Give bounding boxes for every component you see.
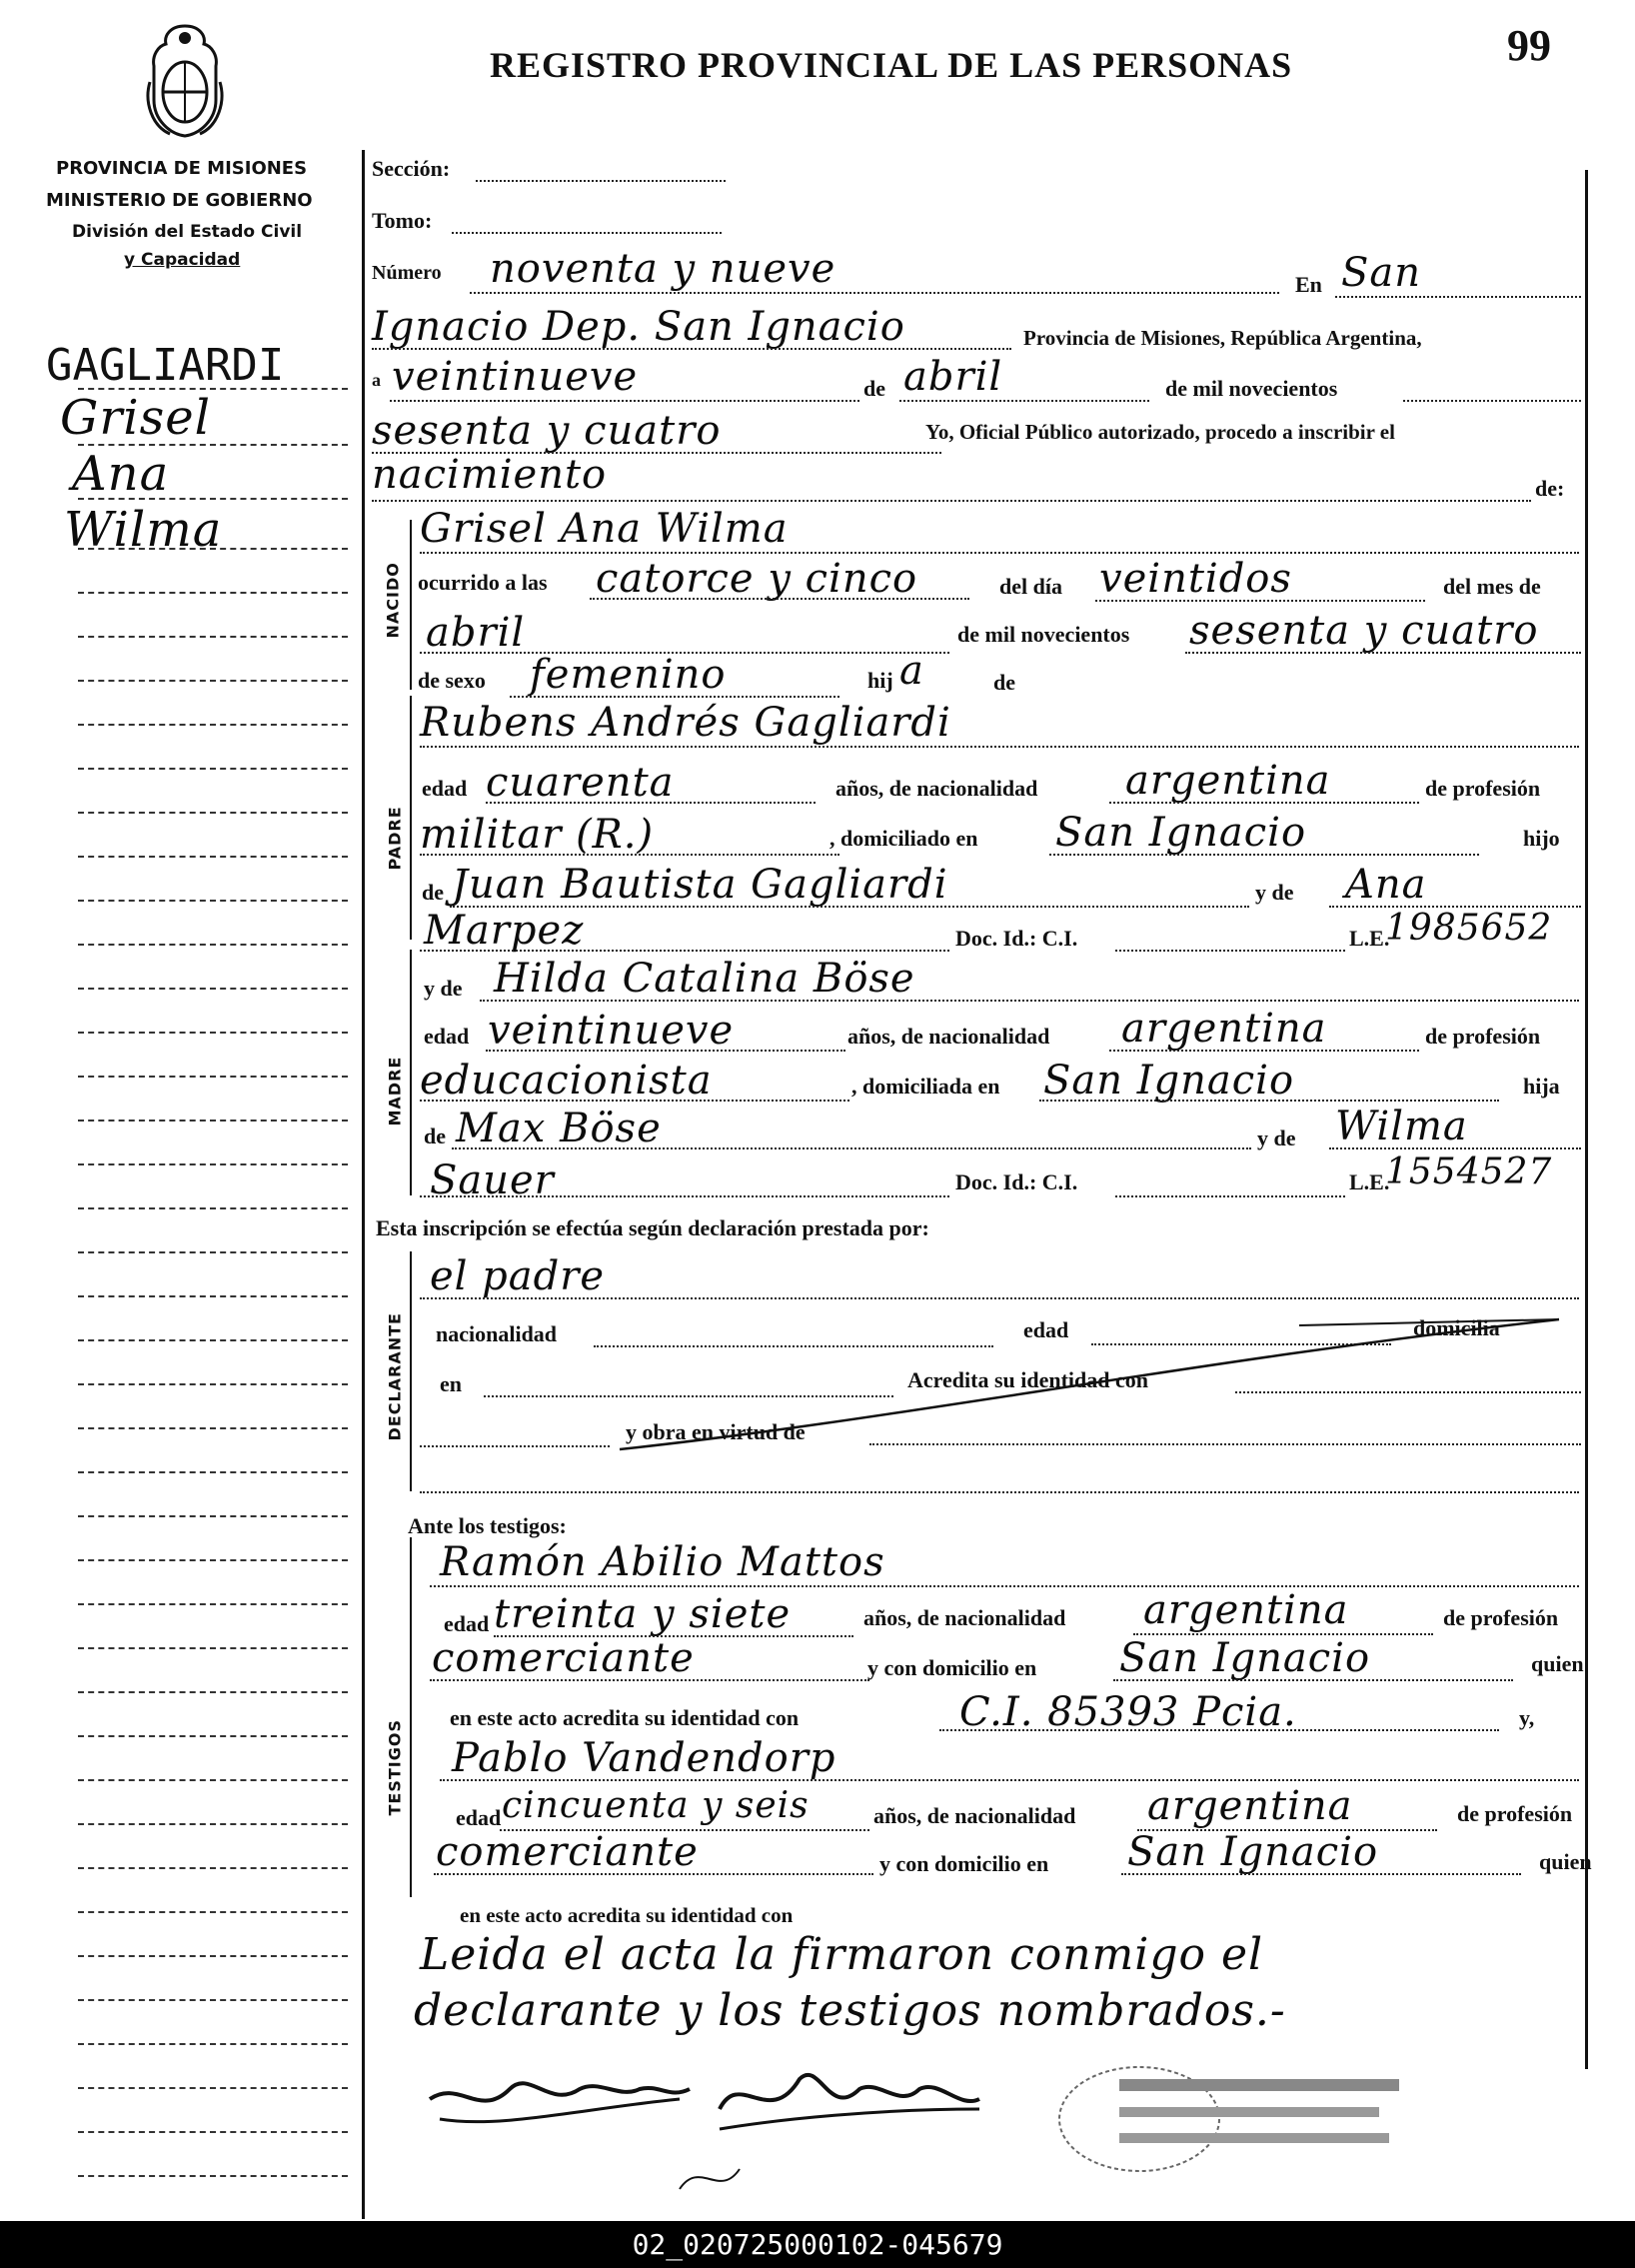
- de-colon-label: de:: [1535, 476, 1565, 501]
- madre-doc-line: [1115, 1195, 1345, 1197]
- acto-tipo-value: nacimiento: [372, 452, 608, 498]
- padre-prof-value: militar (R.): [420, 812, 655, 858]
- coat-of-arms-icon: [140, 22, 230, 140]
- anio-nac-value: sesenta y cuatro: [1189, 608, 1539, 654]
- madre-nac-value: argentina: [1121, 1006, 1327, 1052]
- section-padre-line: [410, 696, 412, 940]
- dia-line: [390, 400, 859, 402]
- cierre2-value: declarante y los testigos nombrados.-: [414, 1985, 1286, 2036]
- lugar2-line: [372, 348, 1011, 350]
- t1-dom-line: [1113, 1679, 1513, 1681]
- padre-prof-label: de profesión: [1425, 776, 1541, 801]
- t1-y-label: y,: [1519, 1705, 1535, 1730]
- madre-edad-value: veintinueve: [488, 1008, 735, 1054]
- hij-label: hij: [867, 668, 893, 693]
- padre-y-de-label: y de: [1255, 880, 1294, 905]
- t1-acto-label: en este acto acredita su identidad con: [450, 1705, 800, 1730]
- de-mil-label: de mil novecientos: [957, 622, 1130, 647]
- padre-dom-value: San Ignacio: [1055, 810, 1307, 856]
- padre-nac-value: argentina: [1125, 758, 1331, 804]
- decl-obra-pre-line: [420, 1445, 610, 1447]
- t1-doc-line: [939, 1729, 1499, 1731]
- a-label: a: [372, 370, 381, 390]
- padre-anios-label: años, de nacionalidad: [835, 776, 1038, 801]
- acto-line: [372, 500, 1531, 502]
- padre-doc-line: [1115, 950, 1345, 952]
- tomo-label: Tomo:: [372, 208, 433, 233]
- padre-nac-line: [1109, 802, 1419, 804]
- acredita-label: Acredita su identidad con: [907, 1367, 1149, 1392]
- abuela-mat2-line: [420, 1195, 949, 1197]
- obra-label: y obra en virtud de: [626, 1419, 806, 1444]
- abuelo-mat-line: [452, 1147, 1251, 1149]
- section-nacido-label: NACIDO: [383, 562, 403, 639]
- hija-label: hija: [1523, 1074, 1560, 1099]
- decl-edad-label: edad: [1023, 1317, 1069, 1342]
- decl-en-label: en: [440, 1371, 462, 1396]
- madre-nac-line: [1109, 1050, 1419, 1052]
- madre-edad-line: [486, 1050, 845, 1052]
- padre-nombre-line: [420, 746, 1579, 748]
- abuelo-mat-de-label: de: [424, 1124, 446, 1148]
- padre-le-label: L.E.: [1349, 926, 1390, 951]
- domiciliada-label: , domiciliada en: [851, 1074, 1000, 1099]
- provincia-label: Provincia de Misiones, República Argentina,: [1023, 326, 1422, 350]
- hijo-label: hijo: [1523, 826, 1560, 851]
- t1-quien-label: quien: [1531, 1651, 1584, 1676]
- t2-acto-label: en este acto acredita su identidad con: [460, 1903, 794, 1927]
- t2-anios-label: años, de nacionalidad: [873, 1803, 1076, 1828]
- t2-edad-label: edad: [456, 1805, 502, 1830]
- abuela-pat1-value: Ana: [1345, 862, 1427, 908]
- madre-y-de2-label: y de: [1257, 1126, 1296, 1150]
- hora-value: catorce y cinco: [596, 556, 918, 602]
- sexo-line: [510, 696, 839, 698]
- section-madre-line: [410, 950, 412, 1195]
- nombre-line: [420, 552, 1579, 554]
- t2-dom-label: y con domicilio en: [879, 1851, 1049, 1876]
- hij-suffix-value: a: [899, 648, 924, 694]
- declarante-strike-lines: [600, 1299, 1579, 1459]
- padre-edad-value: cuarenta: [486, 760, 675, 806]
- t1-nac-value: argentina: [1143, 1587, 1349, 1633]
- oficial-label: Yo, Oficial Público autorizado, procedo a inscribir el: [925, 420, 1395, 444]
- madre-prof-value: educacionista: [420, 1058, 713, 1104]
- madre-prof-line: [420, 1100, 849, 1102]
- de-sexo-label: de sexo: [418, 668, 486, 693]
- sexo-value: femenino: [530, 652, 727, 698]
- domiciliado-label: , domiciliado en: [829, 826, 978, 851]
- section-padre-label: PADRE: [385, 806, 405, 871]
- abuelo-pat-de-label: de: [422, 880, 444, 905]
- frame-left-line: [362, 150, 365, 2219]
- seccion-label: Sección:: [372, 156, 451, 181]
- padre-dom-line: [1049, 854, 1479, 856]
- hora-line: [590, 598, 969, 600]
- padre-nombre-value: Rubens Andrés Gagliardi: [420, 700, 951, 746]
- dia-nac-value: veintidos: [1099, 556, 1292, 602]
- ante-testigos-label: Ante los testigos:: [408, 1513, 567, 1538]
- madre-le-value: 1554527: [1385, 1151, 1553, 1192]
- declarante-value: el padre: [430, 1253, 606, 1299]
- del-mes-label: del mes de: [1443, 574, 1541, 599]
- margin-surname: GAGLIARDI: [46, 340, 285, 391]
- dia-value: veintinueve: [392, 354, 639, 400]
- de-mes-label: de: [863, 376, 885, 401]
- ocurrido-label: ocurrido a las: [418, 570, 548, 595]
- anio-value: sesenta y cuatro: [372, 408, 722, 454]
- abuela-pat2-value: Marpez: [424, 908, 585, 954]
- t2-prof-value: comerciante: [436, 1829, 699, 1875]
- abuelo-pat-value: Juan Bautista Gagliardi: [452, 862, 948, 908]
- t1-edad-value: treinta y siete: [494, 1591, 792, 1637]
- numero-label: Número: [372, 262, 442, 284]
- nacionalidad-label: nacionalidad: [436, 1321, 558, 1346]
- padre-edad-line: [486, 802, 816, 804]
- seccion-field[interactable]: [476, 180, 726, 182]
- testigo2-line: [440, 1779, 1579, 1781]
- anio-nac-line: [1185, 652, 1581, 654]
- en-line: [1335, 296, 1581, 298]
- abuela-mat1-line: [1329, 1147, 1581, 1149]
- lugar2-value: Ignacio Dep. San Ignacio: [372, 304, 905, 350]
- division-label: División del Estado Civil: [72, 222, 303, 242]
- del-dia-label: del día: [999, 574, 1062, 599]
- inscripcion-label: Esta inscripción se efectúa según declaración prestada por:: [376, 1215, 929, 1240]
- official-stamp-icon: [1049, 2059, 1409, 2179]
- testigo2-value: Pablo Vandendorp: [452, 1735, 836, 1781]
- abuela-mat2-value: Sauer: [430, 1157, 555, 1203]
- page-number: 99: [1507, 21, 1551, 70]
- province-label: PROVINCIA DE MISIONES: [56, 158, 308, 179]
- t1-prof-value: comerciante: [432, 1635, 695, 1681]
- section-declarante-line: [410, 1251, 412, 1491]
- signatures-icon: [420, 2059, 1119, 2209]
- t2-edad-value: cincuenta y seis: [502, 1785, 810, 1826]
- t2-dom-line: [1121, 1873, 1521, 1875]
- madre-anios-label: años, de nacionalidad: [847, 1024, 1050, 1049]
- cierre1-value: Leida el acta la firmaron conmigo el: [420, 1929, 1264, 1980]
- dia-nac-line: [1095, 600, 1425, 602]
- numero-value: noventa y nueve: [490, 246, 836, 292]
- t1-prof-label: de profesión: [1443, 1605, 1559, 1630]
- padre-edad-label: edad: [422, 776, 468, 801]
- testigo1-value: Ramón Abilio Mattos: [440, 1539, 885, 1585]
- capacity-label: y Capacidad: [124, 250, 241, 270]
- section-nacido-line: [410, 520, 412, 690]
- section-madre-label: MADRE: [385, 1056, 405, 1127]
- mil-line: [1403, 400, 1581, 402]
- margin-name-3: Wilma: [64, 502, 223, 558]
- t1-dom-value: San Ignacio: [1119, 1635, 1371, 1681]
- padre-doc-label: Doc. Id.: C.I.: [955, 926, 1078, 951]
- mes-line: [899, 400, 1149, 402]
- section-declarante-label: DECLARANTE: [385, 1312, 405, 1441]
- mes-nac-value: abril: [426, 610, 526, 656]
- t2-prof-line: [434, 1873, 873, 1875]
- madre-le-label: L.E.: [1349, 1169, 1390, 1194]
- decl-extra-line: [420, 1491, 1579, 1493]
- padre-prof-line: [420, 854, 839, 856]
- margin-name-2: Ana: [72, 446, 170, 502]
- madre-nombre-line: [480, 1000, 1579, 1002]
- madre-edad-label: edad: [424, 1024, 470, 1049]
- section-testigos-label: TESTIGOS: [385, 1719, 405, 1816]
- tomo-field[interactable]: [452, 232, 722, 234]
- section-testigos-line: [410, 1537, 412, 1897]
- madre-nombre-value: Hilda Catalina Böse: [494, 956, 915, 1002]
- abuela-mat1-value: Wilma: [1335, 1104, 1468, 1149]
- numero-line: [470, 292, 1279, 294]
- lugar1-value: San: [1341, 250, 1422, 296]
- t1-dom-label: y con domicilio en: [867, 1655, 1037, 1680]
- domicilia-label: domicilia: [1413, 1315, 1500, 1340]
- nombre-value: Grisel Ana Wilma: [420, 506, 789, 552]
- en-label: En: [1295, 272, 1322, 297]
- padre-le-value: 1985652: [1385, 908, 1553, 949]
- abuelo-mat-value: Max Böse: [456, 1106, 662, 1151]
- t1-anios-label: años, de nacionalidad: [863, 1605, 1066, 1630]
- t1-doc-value: C.I. 85393 Pcia.: [959, 1689, 1297, 1735]
- madre-dom-value: San Ignacio: [1043, 1058, 1295, 1104]
- testigo1-line: [430, 1585, 1579, 1587]
- madre-doc-label: Doc. Id.: C.I.: [955, 1169, 1078, 1194]
- hij-de-label: de: [993, 670, 1015, 695]
- document-id-footer: 02_020725000102-045679: [0, 2221, 1635, 2268]
- margin-name-1: Grisel: [60, 390, 212, 446]
- madre-dom-line: [1039, 1100, 1499, 1102]
- madre-prof-label: de profesión: [1425, 1024, 1541, 1049]
- frame-right-line: [1585, 170, 1588, 2069]
- page-title: REGISTRO PROVINCIAL DE LAS PERSONAS: [490, 45, 1293, 85]
- t1-edad-label: edad: [444, 1611, 490, 1636]
- t2-prof-label: de profesión: [1457, 1801, 1573, 1826]
- t2-quien-label: quien: [1539, 1849, 1592, 1874]
- ministry-label: MINISTERIO DE GOBIERNO: [46, 190, 313, 211]
- t2-nac-value: argentina: [1147, 1783, 1353, 1829]
- mil-label: de mil novecientos: [1165, 376, 1338, 401]
- abuela-pat2-line: [420, 950, 949, 952]
- madre-y-de-label: y de: [424, 976, 463, 1001]
- t2-dom-value: San Ignacio: [1127, 1829, 1379, 1875]
- mes-value: abril: [903, 354, 1003, 400]
- t1-prof-line: [430, 1679, 869, 1681]
